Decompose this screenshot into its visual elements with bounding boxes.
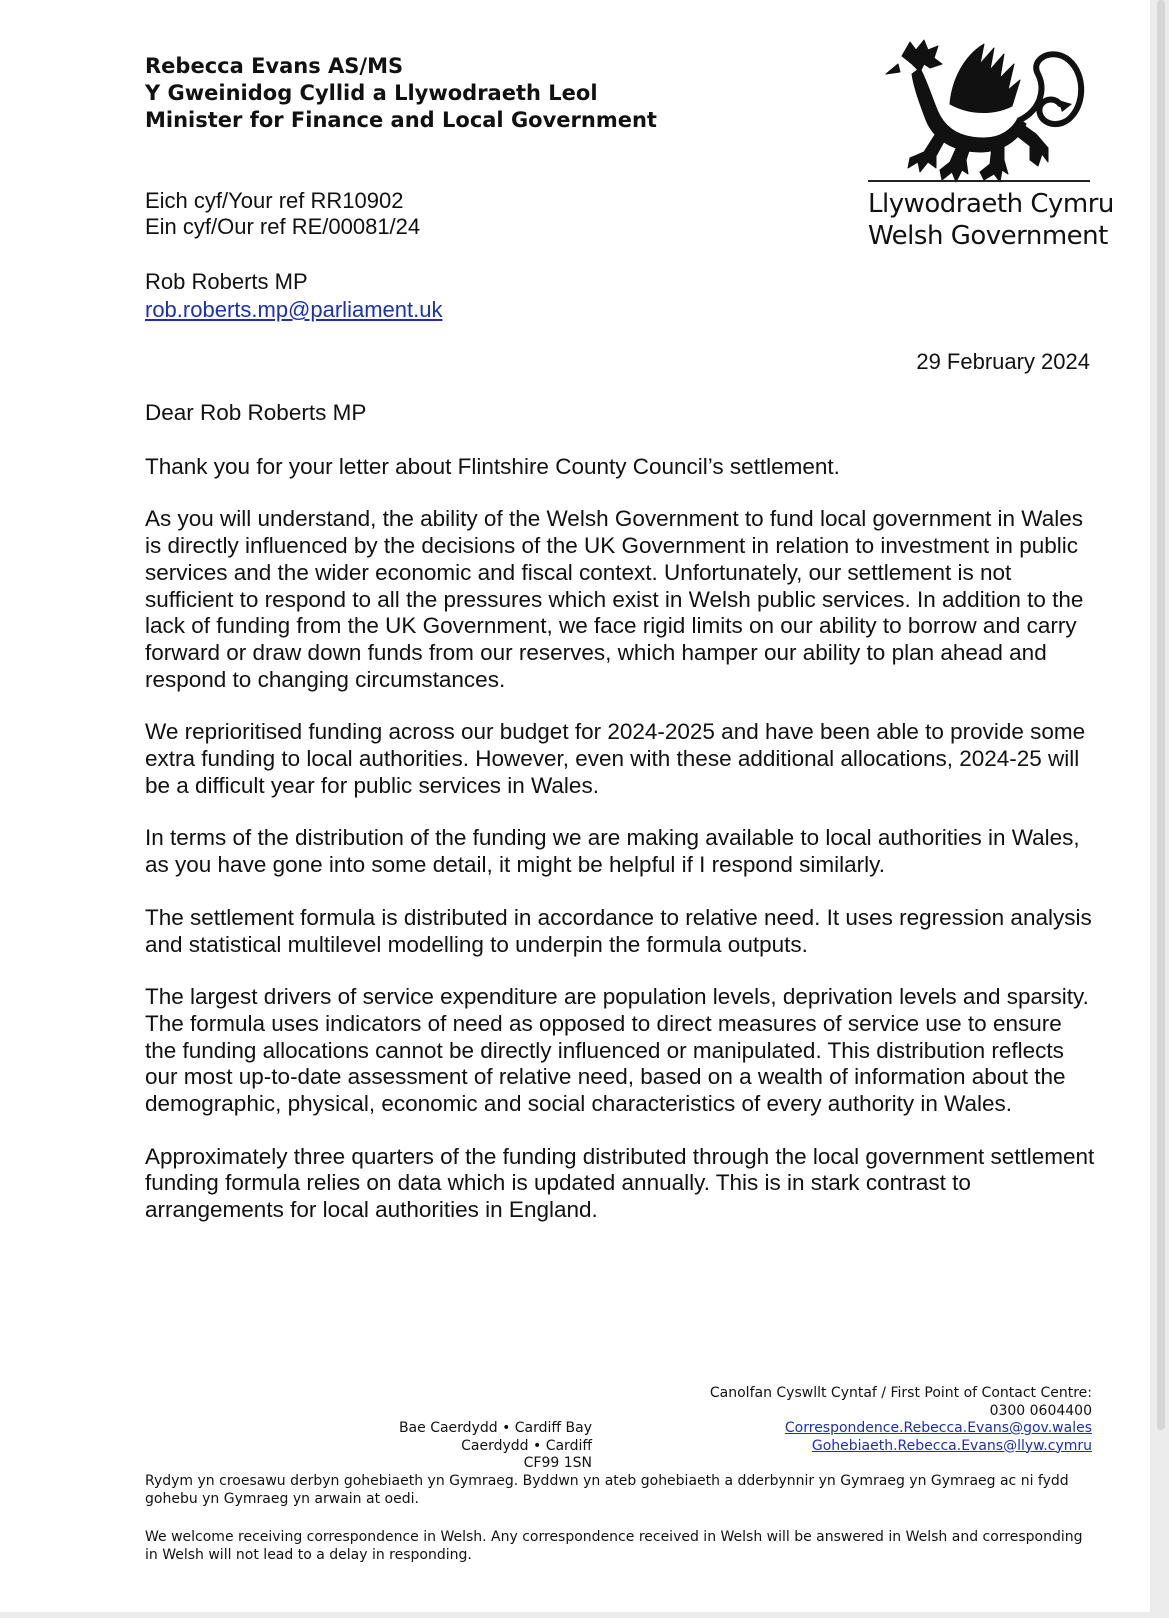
contact-email-welsh-link[interactable]: Gohebiaeth.Rebecca.Evans@llyw.cymru [811, 1437, 1092, 1454]
letter-date: 29 February 2024 [916, 349, 1090, 374]
contact-centre-block [710, 1385, 1092, 1455]
welsh-language-note-english: We welcome receiving correspondence in Welsh. Any correspondence received in Welsh will be answered in Welsh and corresponding in Welsh will not lead to a delay in responding. [145, 1529, 1083, 1563]
contact-centre-title: Canolfan Cyswllt Cyntaf / First Point of Contact Centre: [709, 1385, 1092, 1401]
organisation-name-welsh: Llywodraeth Cymru [868, 189, 1114, 219]
address-block [399, 1420, 592, 1473]
sender-block [145, 53, 657, 134]
salutation: Dear Rob Roberts MP [145, 400, 367, 425]
recipient-email-link[interactable]: rob.roberts.mp@parliament.uk [145, 297, 443, 322]
address-line: Caerdydd • Cardiff [461, 1437, 592, 1454]
recipient-name: Rob Roberts MP [145, 269, 308, 294]
letter-body [145, 400, 1095, 1250]
contact-email-english-link[interactable]: Correspondence.Rebecca.Evans@gov.wales [784, 1420, 1092, 1436]
address-line: Bae Caerdydd • Cardiff Bay [398, 1420, 592, 1436]
sender-name: Rebecca Evans AS/MS [145, 54, 404, 78]
body-paragraph: In terms of the distribution of the funding we are making available to local authorities in Wales, as you have gone into some detail, it might be helpful if I respond similarly. [145, 825, 1080, 878]
welsh-dragon-icon [880, 34, 1100, 184]
body-paragraph: The largest drivers of service expenditure are population levels, deprivation levels and sparsity. The formula uses indicators of need as opposed to direct measures of service use to ensure the funding allocations cannot be directly influenced or manipulated. This distribution reflects our most up-to-date assessment of relative need, based on a wealth of information about the demographic, physical, economic and social characteristics of every authority in Wales. [145, 984, 1089, 1117]
scrollbar[interactable] [1157, 0, 1165, 1430]
sender-title-welsh: Y Gweinidog Cyllid a Llywodraeth Leol [145, 81, 598, 105]
body-paragraph: Approximately three quarters of the funding distributed through the local government settlement funding formula relies on data which is updated annually. This is in stark contrast to arrangements for local authorities in England. [145, 1143, 1095, 1223]
organisation-name-english: Welsh Government [868, 221, 1108, 251]
reference-block [145, 188, 420, 240]
recipient-block [145, 268, 442, 324]
logo-divider [868, 180, 1090, 182]
sender-title-english: Minister for Finance and Local Government [145, 108, 657, 132]
address-line: CF99 1SN [523, 1455, 592, 1471]
body-paragraph: As you will understand, the ability of the Welsh Government to fund local government in Wales is directly influenced by the decisions of the UK Government in relation to investment in public services and the wider economic and fiscal context. Unfortunately, our settlement is not sufficient to respond to all the pressures which exist in Welsh public services. In addition to the lack of funding from the UK Government, we face rigid limits on our ability to borrow and carry forward or draw down funds from our reserves, which hamper our ability to plan ahead and respond to changing circumstances. [145, 506, 1084, 692]
our-reference: Ein cyf/Our ref RE/00081/24 [145, 214, 421, 239]
body-paragraph: We reprioritised funding across our budget for 2024-2025 and have been able to provide some extra funding to local authorities. However, even with these additional allocations, 2024-25 will be a difficult year for public services in Wales. [145, 719, 1086, 798]
your-reference: Eich cyf/Your ref RR10902 [145, 188, 404, 213]
body-paragraph: Thank you for your letter about Flintshire County Council’s settlement. [145, 453, 840, 479]
organisation-name [868, 188, 1114, 252]
contact-phone: 0300 0604400 [989, 1402, 1092, 1419]
body-paragraph: The settlement formula is distributed in accordance to relative need. It uses regression analysis and statistical multilevel modelling to underpin the formula outputs. [145, 904, 1092, 957]
welsh-language-note-welsh: Rydym yn croesawu derbyn gohebiaeth yn Gymraeg. Byddwn yn ateb gohebiaeth a dderbynnir yn Gymraeg yn Gymraeg ac ni fydd gohebu yn Gymraeg yn arwain at oedi. [145, 1473, 1069, 1507]
